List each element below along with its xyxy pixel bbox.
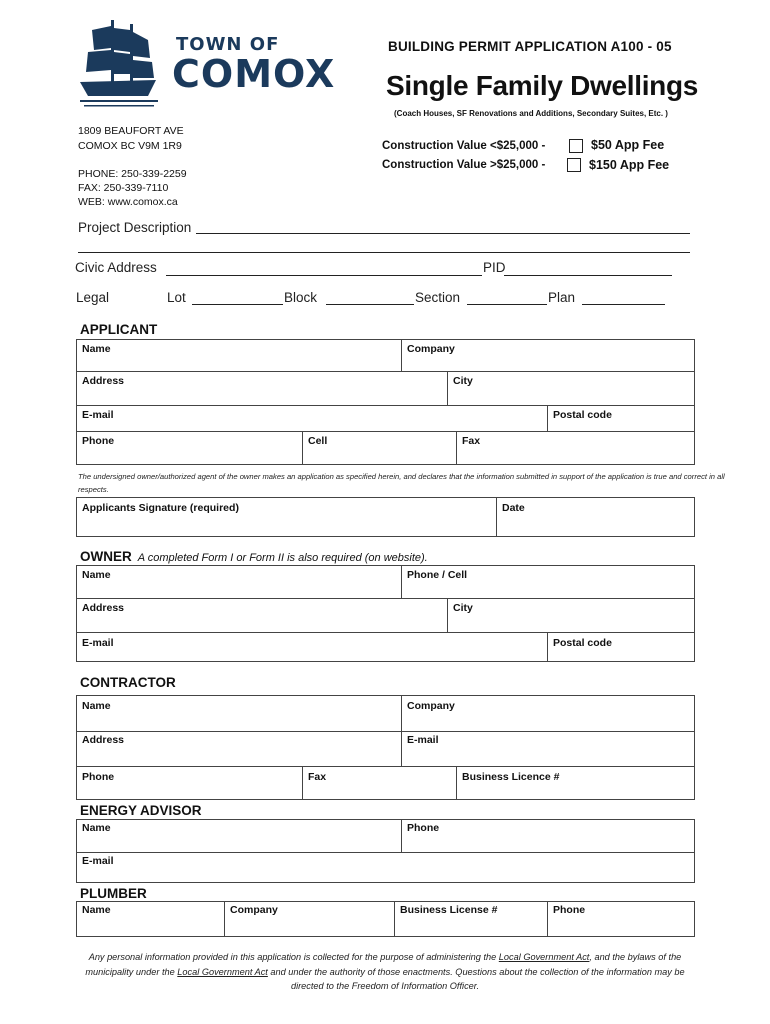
applicant-phone-field[interactable]: [76, 431, 303, 465]
owner-note: A completed Form I or Form II is also required (on website).: [137, 552, 428, 564]
address-line-2: COMOX BC V9M 1R9: [78, 140, 182, 152]
civic-address-field[interactable]: [166, 275, 482, 276]
comox-ship-logo-icon: [78, 18, 162, 112]
contractor-licence-field[interactable]: [456, 766, 695, 800]
owner-email-field[interactable]: [76, 632, 548, 662]
applicant-section-title: APPLICANT: [80, 322, 158, 337]
contractor-address-field[interactable]: [76, 731, 402, 767]
declaration-text: The undersigned owner/authorized agent of the owner makes an application as specified herein, and declares that the information submitted in support of the application is true and correct in all respects.: [78, 472, 725, 494]
plan-field[interactable]: [582, 304, 665, 305]
plumber-company-label: Company: [230, 904, 278, 916]
privacy-text-2: , and the bylaws of the municipality under the: [85, 952, 682, 977]
lot-field[interactable]: [192, 304, 283, 305]
lot-label: Lot: [167, 290, 186, 305]
project-description-label: Project Description: [78, 220, 192, 235]
construction-over-checkbox[interactable]: [567, 158, 581, 172]
contractor-name-field[interactable]: [76, 695, 402, 732]
energy-advisor-section-title: ENERGY ADVISOR: [80, 803, 202, 818]
applicant-city-field[interactable]: [447, 371, 695, 406]
owner-postal-label: Postal code: [553, 637, 612, 649]
energy-phone-label: Phone: [407, 822, 440, 834]
plumber-license-field[interactable]: [394, 901, 548, 937]
construction-under-checkbox[interactable]: [569, 139, 583, 153]
contractor-email-label: E-mail: [407, 734, 439, 746]
owner-name-label: Name: [82, 569, 111, 581]
section-field[interactable]: [467, 304, 547, 305]
contractor-section-title: CONTRACTOR: [80, 675, 176, 690]
owner-address-field[interactable]: [76, 598, 448, 633]
applicant-address-label: Address: [82, 375, 125, 387]
page-title: Single Family Dwellings: [386, 70, 699, 101]
applicant-address-field[interactable]: [76, 371, 448, 406]
address-phone: PHONE: 250-339-2259: [78, 168, 187, 180]
applicant-email-field[interactable]: [76, 405, 548, 432]
owner-city-field[interactable]: [447, 598, 695, 633]
applicant-email-label: E-mail: [82, 409, 114, 421]
contractor-name-label: Name: [82, 700, 111, 712]
privacy-notice: [70, 950, 700, 994]
contractor-licence-label: Business Licence #: [462, 771, 560, 783]
energy-name-label: Name: [82, 822, 111, 834]
contractor-phone-field[interactable]: [76, 766, 303, 800]
local-government-act-link-1: Local Government Act: [498, 952, 590, 962]
applicant-phone-label: Phone: [82, 435, 115, 447]
owner-address-label: Address: [82, 602, 125, 614]
construction-value-over-label: Construction Value >$25,000 -: [382, 159, 546, 171]
owner-postal-field[interactable]: [547, 632, 695, 662]
owner-title: OWNER: [80, 549, 132, 564]
owner-name-field[interactable]: [76, 565, 402, 599]
pid-field[interactable]: [504, 275, 672, 276]
civic-address-label: Civic Address: [75, 260, 157, 275]
contractor-email-field[interactable]: [401, 731, 695, 767]
legal-label: Legal: [76, 290, 110, 305]
contractor-fax-field[interactable]: [302, 766, 457, 800]
construction-value-under-label: Construction Value <$25,000 -: [382, 140, 546, 152]
energy-name-field[interactable]: [76, 819, 402, 853]
applicant-fax-label: Fax: [462, 435, 481, 447]
pid-label: PID: [483, 260, 506, 275]
fee-under-label: $50 App Fee: [591, 138, 665, 152]
energy-phone-field[interactable]: [401, 819, 695, 853]
owner-city-label: City: [453, 602, 473, 614]
plumber-company-field[interactable]: [224, 901, 395, 937]
plan-label: Plan: [548, 290, 576, 305]
block-field[interactable]: [326, 304, 414, 305]
logo-town-of: TOWN OF: [176, 34, 280, 55]
plumber-phone-label: Phone: [553, 904, 586, 916]
contractor-phone-label: Phone: [82, 771, 115, 783]
applicant-company-label: Company: [407, 343, 455, 355]
applicant-cell-field[interactable]: [302, 431, 457, 465]
applicant-postal-label: Postal code: [553, 409, 612, 421]
application-code-title: BUILDING PERMIT APPLICATION A100 - 05: [388, 39, 672, 54]
page-subtitle: (Coach Houses, SF Renovations and Additions, Secondary Suites, Etc. ): [394, 109, 668, 118]
plumber-section-title: PLUMBER: [80, 886, 147, 901]
plumber-phone-field[interactable]: [547, 901, 695, 937]
plumber-name-label: Name: [82, 904, 111, 916]
applicant-city-label: City: [453, 375, 473, 387]
contractor-company-label: Company: [407, 700, 455, 712]
privacy-text-1: Any personal information provided in this application is collected for the purpose of administering the: [88, 952, 499, 962]
plumber-license-label: Business License #: [400, 904, 498, 916]
applicant-fax-field[interactable]: [456, 431, 695, 465]
owner-phone-field[interactable]: [401, 565, 695, 599]
applicant-date-field[interactable]: [496, 497, 695, 537]
energy-email-field[interactable]: [76, 852, 695, 883]
applicant-signature-field[interactable]: [76, 497, 497, 537]
privacy-text-3: and under the authority of those enactments. Questions about the collection of the information may be directed to the Freedom of Information Officer.: [267, 966, 685, 991]
contractor-company-field[interactable]: [401, 695, 695, 732]
owner-phone-label: Phone / Cell: [407, 569, 468, 581]
block-label: Block: [284, 290, 318, 305]
applicant-name-label: Name: [82, 343, 111, 355]
owner-section-title: [80, 549, 428, 564]
address-fax: FAX: 250-339-7110: [78, 182, 169, 194]
contractor-fax-label: Fax: [308, 771, 327, 783]
applicant-name-field[interactable]: [76, 339, 402, 372]
applicant-postal-field[interactable]: [547, 405, 695, 432]
fee-over-label: $150 App Fee: [589, 158, 670, 172]
applicant-date-label: Date: [502, 502, 525, 514]
applicant-signature-label: Applicants Signature (required): [82, 502, 239, 514]
address-line-1: 1809 BEAUFORT AVE: [78, 125, 184, 137]
contractor-address-label: Address: [82, 734, 125, 746]
plumber-name-field[interactable]: [76, 901, 225, 937]
section-label: Section: [415, 290, 461, 305]
address-web: WEB: www.comox.ca: [78, 196, 178, 208]
project-description-field[interactable]: [196, 233, 690, 234]
applicant-company-field[interactable]: [401, 339, 695, 372]
applicant-cell-label: Cell: [308, 435, 328, 447]
logo-comox: COMOX: [172, 52, 336, 96]
owner-email-label: E-mail: [82, 637, 114, 649]
energy-email-label: E-mail: [82, 855, 114, 867]
local-government-act-link-2: Local Government Act: [177, 966, 268, 977]
project-description-field-2[interactable]: [78, 252, 690, 253]
